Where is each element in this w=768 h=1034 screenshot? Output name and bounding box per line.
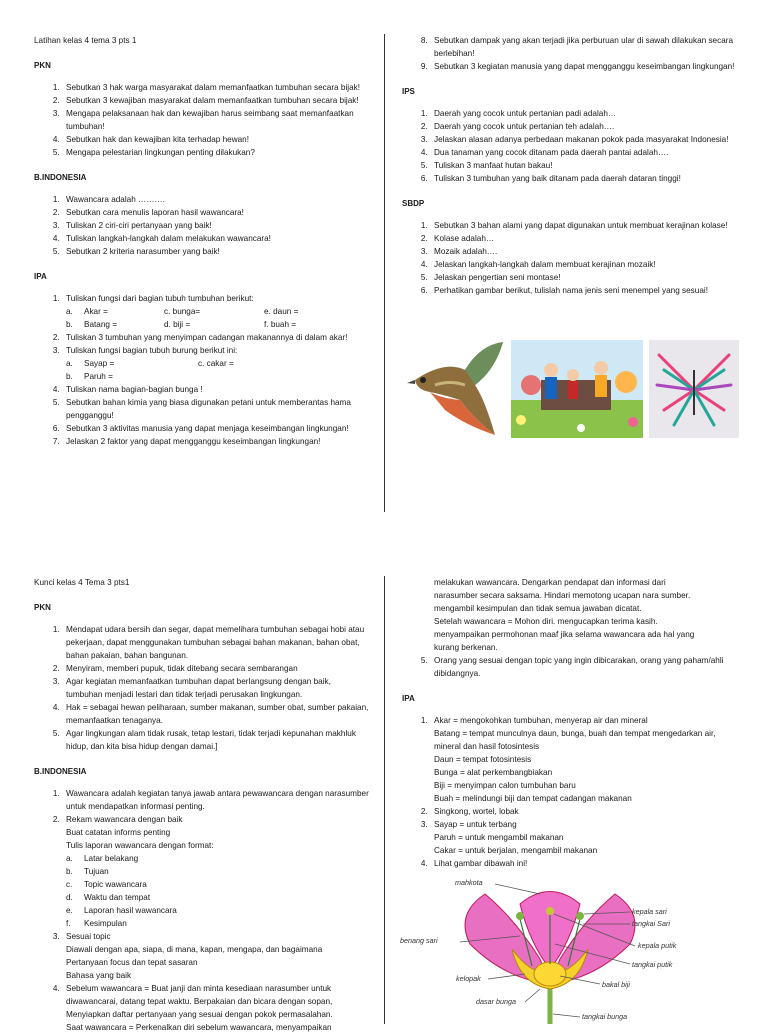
sub-row xyxy=(66,852,369,865)
list-item xyxy=(62,982,369,1034)
answer-line: menyampaikan permohonan maaf jika selama wawancara ada hal yang xyxy=(434,630,695,639)
sub-letter: e. xyxy=(66,906,73,915)
list-item xyxy=(62,930,369,982)
question-text: Tuliskan fungsi bagian tubuh burung berikut ini: xyxy=(66,346,238,355)
label-benang-sari: benang sari xyxy=(400,936,438,945)
list-item: 4. Tuliskan langkah-langkah dalam melakukan wawancara! xyxy=(62,232,369,245)
answer-line: Paruh = untuk mengambil makanan xyxy=(434,833,564,842)
sub-row xyxy=(66,904,369,917)
sub-row xyxy=(66,305,369,318)
bindo-answer-list xyxy=(34,787,369,1034)
worksheet-title: Latihan kelas 4 tema 3 pts 1 xyxy=(34,36,137,45)
right-column xyxy=(402,34,742,297)
list-item: 4. Sebutkan hak dan kewajiban kita terhadap hewan! xyxy=(62,133,369,146)
sub-letter: c. xyxy=(66,880,73,889)
ipa-heading: IPA xyxy=(402,694,415,703)
list-item: 3. Mozaik adalah…. xyxy=(430,245,742,258)
answer-line: 2. Rekam wawancara dengan baik xyxy=(66,815,183,824)
sub-label: c. cakar = xyxy=(198,359,234,368)
sub-label: Latar belakang xyxy=(84,854,139,863)
list-item: 4. Tuliskan nama bagian-bagian bunga ! xyxy=(62,383,369,396)
list-item: 7. Jelaskan 2 faktor yang dapat mengganggu keseimbangan lingkungan! xyxy=(62,435,369,448)
answer-line: 3. Sesuai topic xyxy=(66,932,111,941)
list-item: 6. Sebutkan 3 aktivitas manusia yang dapat menjaga keseimbangan lingkungan! xyxy=(62,422,369,435)
answer-line: 1. Akar = mengokohkan tumbuhan, menyerap air dan mineral xyxy=(434,716,648,725)
sub-letter: a. xyxy=(66,854,73,863)
flower-diagram xyxy=(400,874,700,1024)
pkn-heading: PKN xyxy=(34,603,51,612)
sub-label: Akar = xyxy=(84,307,108,316)
answer-line: Buat catatan informs penting xyxy=(66,828,171,837)
bindo-answer-continued xyxy=(402,576,742,654)
list-item: 5. Sebutkan bahan kimia yang biasa digunakan petani untuk memberantas hama pengganggu! xyxy=(62,396,369,422)
list-item: 4. Lihat gambar dibawah ini! xyxy=(430,857,742,870)
sub-label: Laporan hasil wawancara xyxy=(84,906,177,915)
right-column xyxy=(402,576,742,870)
answer-line: Daun = tempat fotosintesis xyxy=(434,755,532,764)
sub-label: Topic wawancara xyxy=(84,880,147,889)
list-item: 2. Kolase adalah… xyxy=(430,232,742,245)
sbdp-pictures xyxy=(405,340,739,438)
pkn-heading: PKN xyxy=(34,61,51,70)
ipa-question-list-continued xyxy=(402,34,742,73)
anther-right xyxy=(576,912,584,920)
sub-letter: f. xyxy=(66,919,71,928)
list-item: 1. Sebutkan 3 bahan alami yang dapat digunakan untuk membuat kerajinan kolase! xyxy=(430,219,742,232)
answer-line: kurang berkenan. xyxy=(434,643,498,652)
list-item: 4. Dua tanaman yang cocok ditanam pada daerah pantai adalah…. xyxy=(430,146,742,159)
list-item xyxy=(62,344,369,383)
ipa-answer-list xyxy=(402,714,742,870)
mosaic-bird-image xyxy=(405,340,505,438)
answer-line: Bahasa yang baik xyxy=(66,971,132,980)
list-item: 5. Orang yang sesuai dengan topic yang ingin dibicarakan, orang yang paham/ahli dibidangnya. xyxy=(430,654,742,680)
list-item: 4. Jelaskan langkah-langkah dalam membuat kerajinan mozaik! xyxy=(430,258,742,271)
sub-letter: a. xyxy=(66,359,73,368)
answer-line: Setelah wawancara = Mohon diri. mengucapkan terima kasih. xyxy=(434,617,658,626)
answer-line: mengambil kesimpulan dan tidak semua jawaban dicatat. xyxy=(434,604,642,613)
answer-line: Buah = melindungi biji dan tempat cadangan makanan xyxy=(434,794,632,803)
bindo-answer-list-continued xyxy=(402,654,742,680)
label-mahkota: mahkota xyxy=(455,878,483,887)
ips-question-list xyxy=(402,107,742,185)
answer-line: Bunga = alat perkembangbiakan xyxy=(434,768,553,777)
list-item: 1. Daerah yang cocok untuk pertanian padi adalah… xyxy=(430,107,742,120)
sub-row xyxy=(66,865,369,878)
sub-label: d. biji = xyxy=(164,320,191,329)
collage-butterfly-image xyxy=(649,340,739,438)
list-item: 2. Singkong, wortel, lobak xyxy=(430,805,742,818)
sub-label: Kesimpulan xyxy=(84,919,127,928)
list-item: 3. Mengapa pelaksanaan hak dan kewajiban harus seimbang saat memanfaatkan tumbuhan! xyxy=(62,107,369,133)
list-item: 2. Tuliskan 3 tumbuhan yang menyimpan cadangan makanannya di dalam akar! xyxy=(62,331,369,344)
sub-row xyxy=(66,318,369,331)
question-text: Tuliskan fungsi dari bagian tubuh tumbuhan berikut: xyxy=(66,294,254,303)
answer-line: narasumber secara saksama. Hindari memotong ucapan nara sumber. xyxy=(434,591,691,600)
bindo-question-list xyxy=(34,193,369,258)
list-item: 1. Sebutkan 3 hak warga masyarakat dalam memanfaatkan tumbuhan secara bijak! xyxy=(62,81,369,94)
sub-label: Sayap = xyxy=(84,359,115,368)
list-item: 5. Tuliskan 3 manfaat hutan bakau! xyxy=(430,159,742,172)
sbdp-heading: SBDP xyxy=(402,199,425,208)
list-item: 5. Jelaskan pengertian seni montase! xyxy=(430,271,742,284)
label-bakal-biji: bakal biji xyxy=(602,980,630,989)
answer-line: Batang = tempat munculnya daun, bunga, buah dan tempat mengedarkan air, mineral dan hasil fotosintesis xyxy=(434,729,716,751)
ipa-question-list xyxy=(34,292,369,448)
sub-letter: b. xyxy=(66,867,73,876)
list-item: 5. Mengapa pelestarian lingkungan penting dilakukan? xyxy=(62,146,369,159)
list-item: 6. Tuliskan 3 tumbuhan yang baik ditanam pada daerah dataran tinggi! xyxy=(430,172,742,185)
list-item: 3. Agar kegiatan memanfaatkan tumbuhan dapat berlangsung dengan baik, tumbuhan menjadi lestari dan tidak terjadi perusakan lingkungan. xyxy=(62,675,369,701)
answer-line: melakukan wawancara. Dengarkan pendapat dan informasi dari xyxy=(434,578,666,587)
column-divider xyxy=(384,576,385,1024)
label-kepala-sari: kepala sari xyxy=(632,907,667,916)
label-kelopak: kelopak xyxy=(456,974,481,983)
label-kepala-putik: kepala putik xyxy=(638,941,677,950)
label-tangkai-bunga: tangkai bunga xyxy=(582,1012,628,1021)
list-item xyxy=(430,714,742,805)
stigma xyxy=(546,907,554,915)
sub-label: Paruh = xyxy=(84,372,113,381)
sub-label: Waktu dan tempat xyxy=(84,893,151,902)
list-item: 3. Tuliskan 2 ciri-ciri pertanyaan yang baik! xyxy=(62,219,369,232)
list-item: 2. Menyiram, memberi pupuk, tidak ditebang secara sembarangan xyxy=(62,662,369,675)
bindo-heading: B.INDONESIA xyxy=(34,173,87,182)
answer-line: 3. Sayap = untuk terbang xyxy=(434,820,517,829)
list-item: 2. Sebutkan 3 kewajiban masyarakat dalam memanfaatkan tumbuhan secara bijak! xyxy=(62,94,369,107)
answer-line: Diawali dengan apa, siapa, di mana, kapan, mengapa, dan bagaimana xyxy=(66,945,323,954)
sub-row xyxy=(66,891,369,904)
list-item: 5. Agar lingkungan alam tidak rusak, tetap lestari, tidak terjadi kepunahan makhluk hidup, dan kita bisa hidup dengan damai.] xyxy=(62,727,369,753)
list-item: 1. Wawancara adalah kegiatan tanya jawab antara pewawancara dengan narasumber untuk mendapatkan informasi penting. xyxy=(62,787,369,813)
list-item: 4. Hak = sebagai hewan peliharaan, sumber makanan, sumber obat, sumber pakaian, memanfaatkan tenaganya. xyxy=(62,701,369,727)
list-item: 5. Sebutkan 2 kriteria narasumber yang baik! xyxy=(62,245,369,258)
pkn-question-list xyxy=(34,81,369,159)
label-tangkai-putik: tangkai putik xyxy=(632,960,673,969)
sub-label: Batang = xyxy=(84,320,118,329)
answer-line: 4. Sebelum wawancara = Buat janji dan minta kesediaan narasumber untuk diwawancarai, datang tepat waktu. Berpakaian dan bicara dengan sopan, Menyiapkan daftar pertanyaan yang sesuai dengan pokok permasalahan. xyxy=(66,984,333,1019)
answer-line: Pertanyaan focus dan tepat sasaran xyxy=(66,958,198,967)
list-item: 1. Wawancara adalah ………. xyxy=(62,193,369,206)
answer-line: Tulis laporan wawancara dengan format: xyxy=(66,841,214,850)
sub-letter: b. xyxy=(66,372,73,381)
sub-row xyxy=(66,917,369,930)
sub-label: c. bunga= xyxy=(164,307,201,316)
anther-left xyxy=(516,912,524,920)
bindo-heading: B.INDONESIA xyxy=(34,767,87,776)
ipa-heading: IPA xyxy=(34,272,47,281)
sbdp-question-list xyxy=(402,219,742,297)
left-column xyxy=(34,576,369,1034)
list-item: 9. Sebutkan 3 kegiatan manusia yang dapat mengganggu keseimbangan lingkungan! xyxy=(430,60,742,73)
list-item: 6. Perhatikan gambar berikut, tulislah nama jenis seni menempel yang sesuai! xyxy=(430,284,742,297)
answer-line: Biji = menyimpan calon tumbuhan baru xyxy=(434,781,576,790)
answer-key-title: Kunci kelas 4 Tema 3 pts1 xyxy=(34,578,130,587)
list-item xyxy=(62,292,369,331)
sub-letter: b. xyxy=(66,320,73,329)
sub-row xyxy=(66,370,369,383)
list-item: 8. Sebutkan dampak yang akan terjadi jika perburuan ular di sawah dilakukan secara berlebihan! xyxy=(430,34,742,60)
left-column xyxy=(34,34,369,448)
ovary xyxy=(534,962,566,986)
label-dasar-bunga: dasar bunga xyxy=(476,997,516,1006)
ips-heading: IPS xyxy=(402,87,415,96)
answer-line: Cakar = untuk berjalan, mengambil makanan xyxy=(434,846,598,855)
label-tangkai-sari: tangkai Sari xyxy=(632,919,670,928)
sub-label: f. buah = xyxy=(264,320,297,329)
answer-line: Saat wawancara = Perkenalkan diri sebelum wawancara, menyampaikan xyxy=(66,1023,332,1032)
sub-label: e. daun = xyxy=(264,307,299,316)
sub-letter: d. xyxy=(66,893,73,902)
column-divider xyxy=(384,34,385,512)
list-item xyxy=(430,818,742,857)
list-item xyxy=(62,813,369,930)
sub-row xyxy=(66,878,369,891)
montage-gardening-image xyxy=(511,340,643,438)
list-item: 2. Sebutkan cara menulis laporan hasil wawancara! xyxy=(62,206,369,219)
list-item: 2. Daerah yang cocok untuk pertanian teh adalah…. xyxy=(430,120,742,133)
sub-label: Tujuan xyxy=(84,867,109,876)
list-item: 1. Mendapat udara bersih dan segar, dapat memelihara tumbuhan sebagai hobi atau pekerjaan, dapat menggunakan tumbuhan sebagai bahan makanan, bahan obat, bahan pakaian, bahan bangunan. xyxy=(62,623,369,662)
pkn-answer-list xyxy=(34,623,369,753)
sub-row xyxy=(66,357,369,370)
list-item: 3. Jelaskan alasan adanya perbedaan makanan pokok pada masyarakat Indonesia! xyxy=(430,133,742,146)
sub-letter: a. xyxy=(66,307,73,316)
